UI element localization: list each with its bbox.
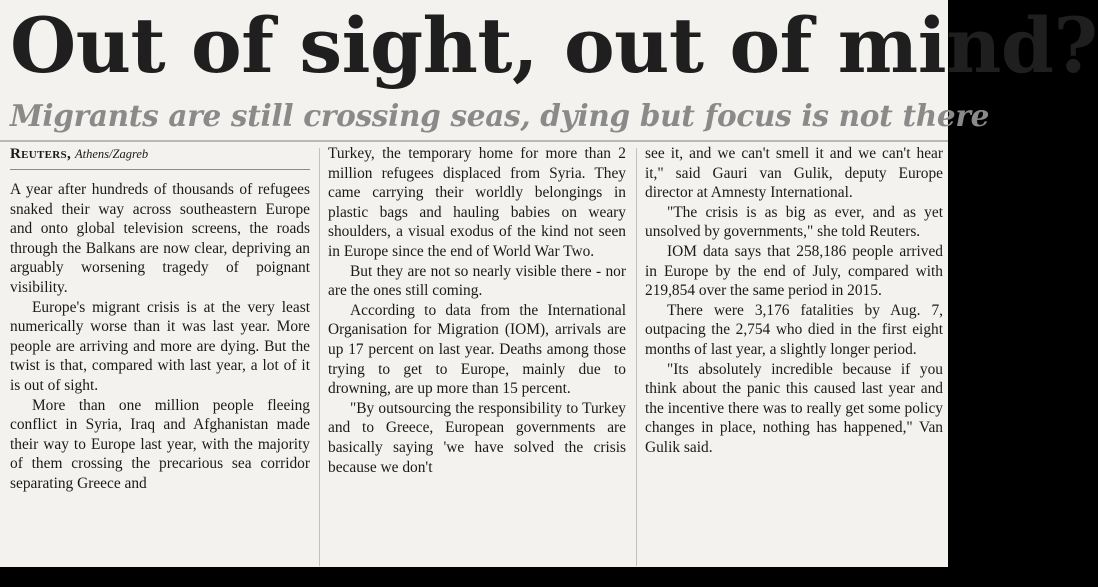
- paragraph: IOM data says that 258,186 people arrived in Europe by the end of July, compared with 219,854 over the same period in 2015.: [645, 242, 943, 300]
- article-column-3: [645, 144, 943, 458]
- column-rule: [636, 148, 637, 566]
- byline-rule: [10, 169, 310, 170]
- paragraph: see it, and we can't smell it and we can't hear it," said Gauri van Gulik, deputy Europe director at Amnesty International.: [645, 145, 943, 202]
- article-column-2: [328, 144, 626, 477]
- paragraph: "Its absolutely incredible because if you think about the panic this caused last year and the incentive there was to really get some policy changes in place, nothing has happened," Van Gulik said.: [645, 360, 943, 456]
- paragraph: There were 3,176 fatalities by Aug. 7, outpacing the 2,754 who died in the first eight months of last year, a slightly longer period.: [645, 301, 943, 358]
- paragraph: But they are not so nearly visible there - nor are the ones still coming.: [328, 262, 626, 300]
- paragraph: According to data from the International Organisation for Migration (IOM), arrivals are up 17 percent on last year. Deaths among those trying to get to Europe, mainly due to drowning, are up more than 15 percent.: [328, 301, 626, 398]
- paragraph: "By outsourcing the responsibility to Turkey and to Greece, European governments are basically saying 'we have solved the crisis because we don't: [328, 399, 626, 476]
- paragraph: Europe's migrant crisis is at the very least numerically worse than it was last year. More people are arriving and more are dying. But the twist is that, compared with last year, a lot of it is out of sight.: [10, 298, 310, 394]
- paragraph: A year after hundreds of thousands of refugees snaked their way across southeastern Europe and onto global television screens, the roads through the Balkans are now clear, depriving an arguably worsening tragedy of poignant visibility.: [10, 181, 310, 296]
- column-rule: [319, 148, 320, 566]
- article-column-1: [10, 144, 310, 494]
- header-divider: [0, 140, 948, 142]
- headline: Out of sight, out of mind?: [10, 1, 1098, 90]
- byline-location: Athens/Zagreb: [75, 147, 149, 161]
- paragraph: "The crisis is as big as ever, and as yet unsolved by governments," she told Reuters.: [645, 203, 943, 241]
- byline: [10, 144, 310, 166]
- subheadline: Migrants are still crossing seas, dying but focus is not there: [10, 98, 990, 133]
- byline-agency: Reuters,: [10, 146, 71, 162]
- paragraph: Turkey, the temporary home for more than 2 million refugees displaced from Syria. They came carrying their worldly belongings in plastic bags and hauling babies on weary shoulders, a visual exodus of the kind not seen in Europe since the end of World War Two.: [328, 145, 626, 260]
- paragraph: More than one million people fleeing conflict in Syria, Iraq and Afghanistan made their way to Europe last year, with the majority of them crossing the precarious sea corridor separating Greece and: [10, 396, 310, 492]
